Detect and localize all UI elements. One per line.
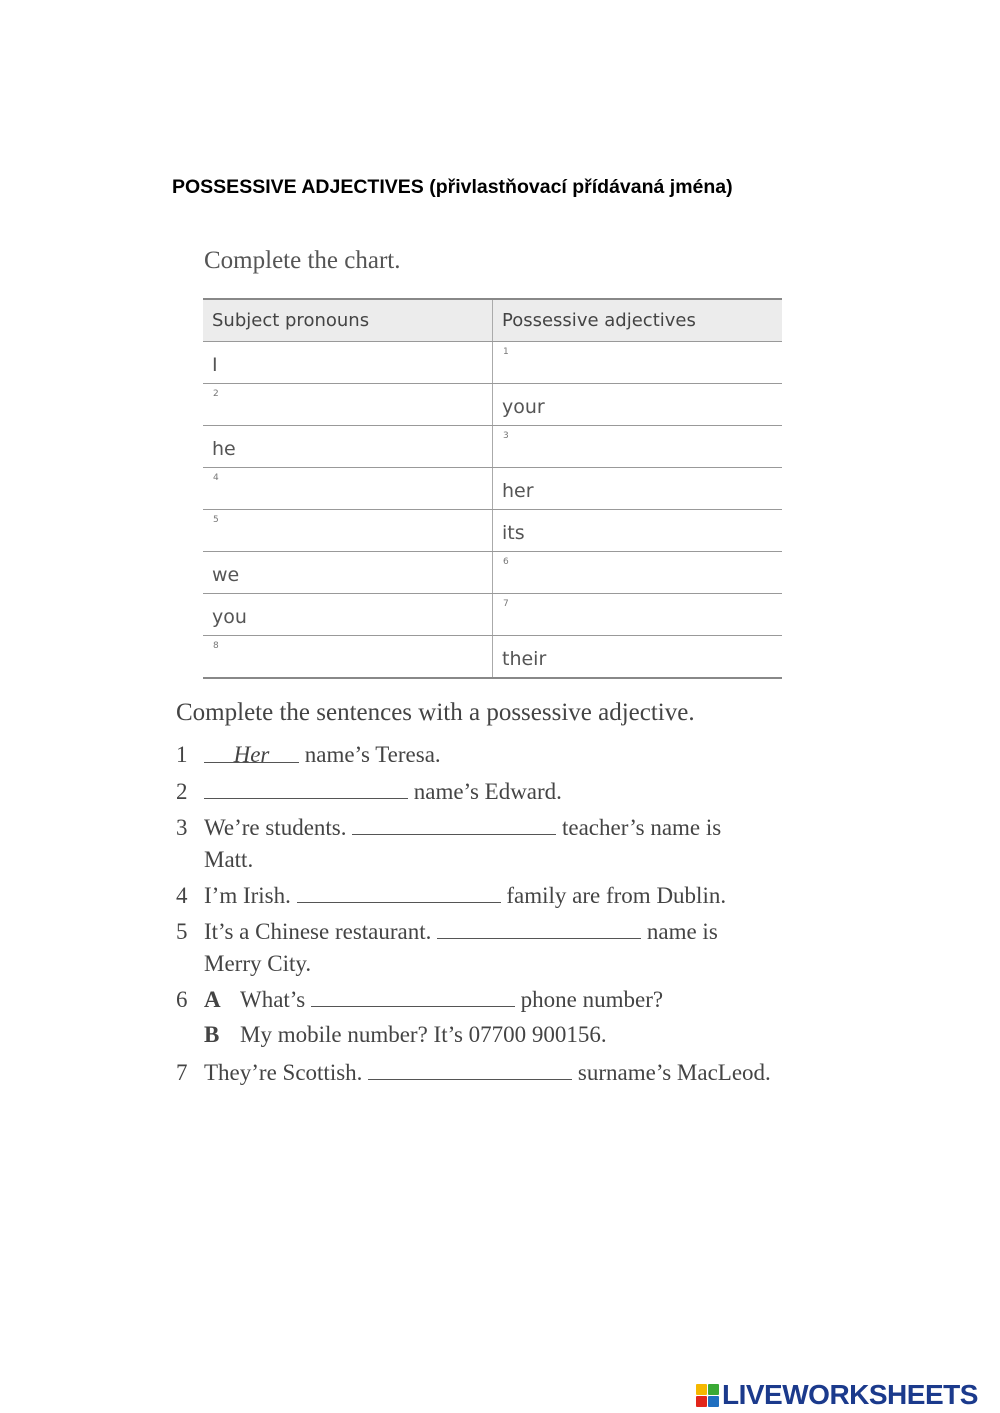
subject-cell: [203, 426, 493, 468]
answer-blank-3[interactable]: [352, 814, 556, 835]
liveworksheets-logo-icon: [696, 1384, 719, 1407]
sentence-text: I’m Irish.: [204, 883, 297, 908]
sentence-number: 3: [176, 815, 188, 840]
sentence-number: 6: [176, 987, 188, 1012]
possessive-cell: [493, 468, 783, 510]
sentence-text: teacher’s name is: [556, 815, 722, 840]
header-subject-pronouns: Subject pronouns: [203, 299, 493, 342]
chart-row: [203, 636, 782, 679]
answer-blank-2[interactable]: [204, 778, 408, 799]
sentence-text: Merry City.: [204, 951, 312, 976]
blank-number: 2: [213, 389, 219, 399]
blank-number: 3: [503, 431, 509, 441]
header-possessive-adjectives: Possessive adjectives: [493, 299, 783, 342]
sentence-text: What’s: [240, 987, 311, 1012]
sentence-4: [176, 882, 726, 909]
subject-cell[interactable]: [203, 468, 493, 510]
cell-value: your: [502, 395, 545, 418]
blank-number: 7: [503, 599, 509, 609]
cell-value: her: [502, 479, 534, 502]
answer-blank-example: Her: [204, 742, 299, 763]
possessive-cell: [493, 510, 783, 552]
subject-cell: [203, 342, 493, 384]
possessive-cell[interactable]: [493, 426, 783, 468]
chart-row: [203, 510, 782, 552]
sentence-text: name’s Teresa.: [299, 742, 441, 767]
speaker-a-label: A: [204, 987, 221, 1012]
chart-row: [203, 426, 782, 468]
sentence-text: They’re Scottish.: [204, 1060, 369, 1085]
cell-value: we: [212, 563, 240, 586]
sentence-6b: [176, 1022, 607, 1048]
chart-row: [203, 552, 782, 594]
subject-cell: [203, 594, 493, 636]
sentence-text: We’re students.: [204, 815, 353, 840]
liveworksheets-logo[interactable]: [696, 1378, 978, 1412]
cell-value: he: [212, 437, 236, 460]
sentence-text: family are from Dublin.: [500, 883, 727, 908]
subject-cell[interactable]: [203, 636, 493, 679]
sentence-text: name is: [641, 919, 718, 944]
sentence-5: [176, 918, 718, 945]
blank-number: 1: [503, 347, 509, 357]
subject-cell[interactable]: [203, 510, 493, 552]
sentence-number: 1: [176, 742, 188, 767]
sentence-text: name’s Edward.: [408, 779, 562, 804]
sentence-3: [176, 814, 721, 841]
pronoun-chart: [203, 298, 782, 679]
sentences-instruction: Complete the sentences with a possessive adjective.: [176, 699, 695, 726]
blank-number: 6: [503, 557, 509, 567]
blank-number: 5: [213, 515, 219, 525]
sentence-7: [176, 1059, 771, 1086]
answer-blank-4[interactable]: [297, 882, 501, 903]
subject-cell[interactable]: [203, 384, 493, 426]
possessive-cell: [493, 384, 783, 426]
answer-blank-5[interactable]: [437, 918, 641, 939]
speaker-b-label: B: [204, 1022, 220, 1047]
chart-header-row: [203, 299, 782, 342]
possessive-cell: [493, 636, 783, 679]
possessive-cell[interactable]: [493, 552, 783, 594]
sentence-number: 5: [176, 919, 188, 944]
sentence-text: phone number?: [514, 987, 664, 1012]
chart-row: [203, 594, 782, 636]
sentence-number: 7: [176, 1060, 188, 1085]
chart-instruction: Complete the chart.: [204, 247, 401, 274]
cell-value: its: [502, 521, 525, 544]
page-title: POSSESSIVE ADJECTIVES (přivlastňovací přídávaná jména): [172, 176, 733, 198]
sentence-text: It’s a Chinese restaurant.: [204, 919, 438, 944]
sentence-6a: [176, 986, 663, 1013]
subject-cell: [203, 552, 493, 594]
sentence-2: [176, 778, 562, 805]
chart-row: [203, 468, 782, 510]
cell-value: I: [212, 353, 218, 376]
answer-blank-6[interactable]: [311, 986, 515, 1007]
cell-value: you: [212, 605, 247, 628]
sentence-text: My mobile number? It’s 07700 900156.: [240, 1022, 607, 1047]
chart-row: [203, 384, 782, 426]
sentence-3-continued: [176, 847, 253, 873]
chart-row: [203, 342, 782, 384]
possessive-cell[interactable]: [493, 342, 783, 384]
blank-number: 4: [213, 473, 219, 483]
sentence-5-continued: [176, 951, 311, 977]
sentence-text: surname’s MacLeod.: [572, 1060, 771, 1085]
cell-value: their: [502, 647, 547, 670]
sentence-number: 4: [176, 883, 188, 908]
blank-number: 8: [213, 641, 219, 651]
sentence-number: 2: [176, 779, 188, 804]
logo-text: LIVEWORKSHEETS: [722, 1379, 978, 1410]
sentence-1: [176, 742, 441, 768]
answer-blank-7[interactable]: [368, 1059, 572, 1080]
sentence-text: Matt.: [204, 847, 254, 872]
possessive-cell[interactable]: [493, 594, 783, 636]
